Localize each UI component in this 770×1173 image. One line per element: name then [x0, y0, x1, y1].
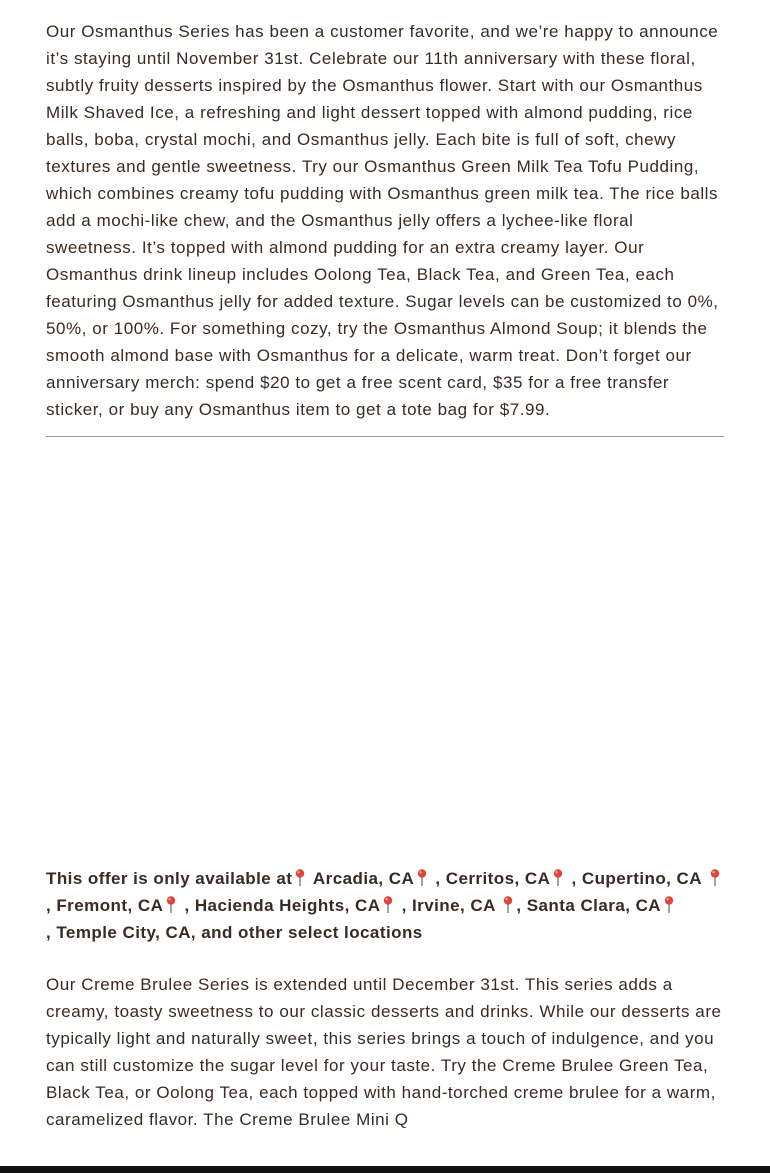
location-fremont: , Fremont, CA [46, 896, 164, 915]
offer-outro-text: , Temple City, CA, and other select locations [46, 923, 423, 942]
embedded-media-area [46, 437, 726, 865]
round-pushpin-icon [503, 896, 513, 913]
round-pushpin-icon [710, 869, 720, 886]
offer-locations [46, 865, 726, 946]
location-cerritos: , Cerritos, CA [430, 869, 551, 888]
location-cupertino: , Cupertino, CA [566, 869, 702, 888]
location-hacienda-heights: , Hacienda Heights, CA [179, 896, 381, 915]
osmanthus-series-paragraph: Our Osmanthus Series has been a customer favorite, and we’re happy to announce it’s staying until November 31st. Celebrate our 11th anniversary with these floral, subtly fruity desserts inspired by the Osmanthus flower. Start with our Osmanthus Milk Shaved Ice, a refreshing and light dessert topped with almond pudding, rice balls, boba, crystal mochi, and Osmanthus jelly. Each bite is full of soft, chewy textures and gentle sweetness. Try our Osmanthus Green Milk Tea Tofu Pudding, which combines creamy tofu pudding with Osmanthus green milk tea. The rice balls add a mochi-like chew, and the Osmanthus jelly offers a lychee-like floral sweetness. It’s topped with almond pudding for an extra creamy layer. Our Osmanthus drink lineup includes Oolong Tea, Black Tea, and Green Tea, each featuring Osmanthus jelly for added texture. Sugar levels can be customized to 0%, 50%, or 100%. For something cozy, try the Osmanthus Almond Soup; it blends the smooth almond base with Osmanthus for a delicate, warm treat. Don’t forget our anniversary merch: spend $20 to get a free scent card, $35 for a free transfer sticker, or buy any Osmanthus item to get a tote bag for $7.99. [46, 22, 719, 419]
round-pushpin-icon [417, 869, 427, 886]
round-pushpin-icon [664, 896, 674, 913]
round-pushpin-icon [166, 896, 176, 913]
location-arcadia: Arcadia, CA [308, 869, 415, 888]
location-irvine: , Irvine, CA [396, 896, 501, 915]
round-pushpin-icon [553, 869, 563, 886]
bottom-bar [0, 1166, 770, 1173]
offer-intro-text: This offer is only available at [46, 869, 293, 888]
location-santa-clara: , Santa Clara, CA [516, 896, 662, 915]
round-pushpin-icon [295, 869, 305, 886]
creme-brulee-series-paragraph: Our Creme Brulee Series is extended until December 31st. This series adds a creamy, toasty sweetness to our classic desserts and drinks. While our desserts are typically light and naturally sweet, this series brings a touch of indulgence, and you can still customize the sugar level for your taste. Try the Creme Brulee Green Tea, Black Tea, or Oolong Tea, each topped with hand-torched creme brulee for a warm, caramelized flavor. The Creme Brulee Mini Q [46, 975, 722, 1129]
round-pushpin-icon [383, 896, 393, 913]
article-body [46, 18, 726, 1133]
